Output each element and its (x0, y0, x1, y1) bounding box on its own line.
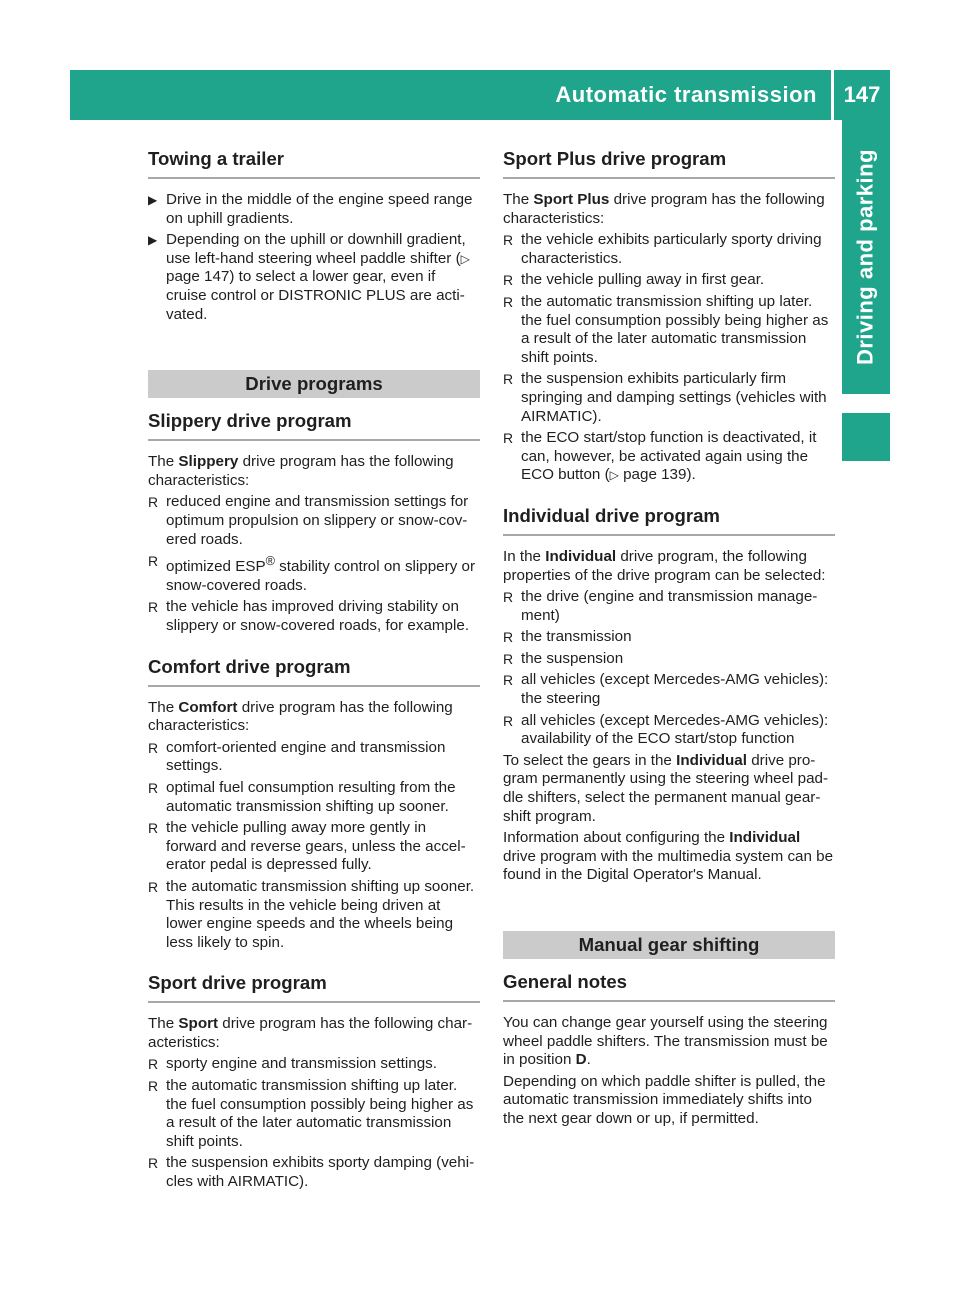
bullet-icon: R (503, 589, 514, 606)
right-column (503, 148, 835, 1129)
bullet-icon: R (148, 739, 159, 756)
section-title-sport: Sport drive program (148, 972, 480, 1003)
arrow-icon: ▶ (148, 193, 158, 207)
list-item: R the suspension exhibits particularly firm springing and damping settings (vehicles with AIRMATIC). (503, 370, 827, 425)
individual-list (503, 588, 835, 749)
list-item: R the automatic transmission shifting up later. the fuel consumption possibly being higher as a result of the later automatic transmission shift points. (148, 1077, 474, 1150)
page-ref-icon: ▷ (460, 251, 470, 266)
list-item: R the transmission (503, 628, 632, 646)
individual-paragraph: Information about configuring the Individual drive program with the multimedia system can be found in the Digital Operator's Manual. (503, 829, 834, 884)
sport-intro: The Sport drive program has the following char- acteristics: (148, 1015, 473, 1051)
list-item: R reduced engine and transmission settings for optimum propulsion on slippery or snow-cov- ered roads. (148, 493, 469, 548)
list-item: R the vehicle pulling away more gently in forward and reverse gears, unless the accel- erator pedal is depressed fully. (148, 819, 466, 874)
bullet-icon: R (148, 779, 159, 796)
bullet-icon: R (503, 712, 514, 729)
bullet-icon: R (503, 371, 514, 388)
list-item: R the suspension (503, 649, 624, 667)
section-title-comfort: Comfort drive program (148, 656, 480, 687)
left-column (148, 148, 480, 1192)
list-item: R the automatic transmission shifting up sooner. This results in the vehicle being driven at lower engine speeds and the wheels being less likely to spin. (148, 877, 475, 951)
list-item: R all vehicles (except Mercedes-AMG vehicles): the steering (503, 671, 829, 708)
page-reference[interactable]: page 139). (623, 466, 696, 484)
list-item: R all vehicles (except Mercedes-AMG vehicles): availability of the ECO start/stop function (503, 711, 829, 748)
comfort-intro: The Comfort drive program has the following characteristics: (148, 698, 453, 735)
bullet-icon: R (148, 1155, 159, 1172)
bullet-icon: R (148, 1056, 159, 1073)
list-item: R the automatic transmission shifting up later. the fuel consumption possibly being higher as a result of the later automatic transmission shift points. (503, 292, 829, 366)
bullet-icon: R (148, 553, 159, 570)
arrow-icon: ▶ (148, 233, 158, 248)
list-item: R optimal fuel consumption resulting from the automatic transmission shifting up sooner. (148, 778, 456, 815)
bullet-icon: R (503, 650, 514, 667)
list-item: R the ECO start/stop function is deactivated, it can, however, be activated again using the ECO button (▷ page 139). (503, 429, 817, 484)
bullet-icon: R (503, 629, 514, 646)
chapter-marker (842, 413, 890, 461)
chapter-tab-label: Driving and parking (852, 148, 878, 366)
page-number: 147 (843, 81, 881, 107)
sport-plus-list (503, 231, 835, 485)
slippery-intro: The Slippery drive program has the following characteristics: (148, 453, 454, 489)
list-item: R the suspension exhibits sporty damping (vehi- cles with AIRMATIC). (148, 1154, 475, 1191)
bullet-icon: R (148, 494, 159, 511)
header-title: Automatic transmission (555, 81, 817, 107)
slippery-list (148, 493, 480, 635)
section-title-general-notes: General notes (503, 971, 835, 1002)
general-paragraph: You can change gear yourself using the steering wheel paddle shifters. The transmission must be in position D. (503, 1014, 828, 1069)
section-title-towing: Towing a trailer (148, 148, 480, 179)
list-item: R the vehicle has improved driving stability on slippery or snow-covered roads, for example. (148, 598, 470, 634)
list-item: R comfort-oriented engine and transmission settings. (148, 738, 446, 775)
list-item: R sporty engine and transmission settings. (148, 1055, 437, 1073)
bullet-icon: R (503, 272, 514, 289)
list-item: R optimized ESP® stability control on slippery or snow-covered roads. (148, 553, 476, 594)
bullet-icon: R (148, 1078, 159, 1095)
section-title-slippery: Slippery drive program (148, 410, 480, 441)
bullet-icon: R (503, 672, 514, 689)
bullet-icon: R (503, 430, 514, 447)
list-item: ▶ Depending on the uphill or downhill gradient, use left-hand steering wheel paddle shifter (▷ page 147) to select a lower gear, even if cruise control or DISTRONIC PLUS are acti- vated. (148, 231, 470, 323)
band-manual-gear-shifting: Manual gear shifting (503, 931, 835, 959)
bullet-icon: R (148, 820, 159, 837)
bullet-icon: R (148, 878, 159, 895)
towing-list (148, 191, 480, 324)
bullet-icon: R (503, 293, 514, 310)
page-reference[interactable]: page 147) to select a lower gear, even if cruise control or DISTRONIC PLUS are acti- vated. (166, 268, 465, 323)
list-item: R the drive (engine and transmission manage- ment) (503, 588, 818, 624)
sport-list (148, 1055, 480, 1191)
section-title-individual: Individual drive program (503, 505, 835, 536)
individual-intro: In the Individual drive program, the following properties of the drive program can be selected: (503, 547, 826, 584)
chapter-tab (842, 120, 890, 394)
section-title-sport-plus: Sport Plus drive program (503, 148, 835, 179)
band-drive-programs: Drive programs (148, 370, 480, 398)
bullet-icon: R (503, 232, 514, 249)
list-item: R the vehicle pulling away in first gear. (503, 271, 765, 289)
page-ref-icon: ▷ (609, 468, 619, 483)
individual-paragraph: To select the gears in the Individual drive pro- gram permanently using the steering wheel pad- dle shifters, select the permanent manual gear- shift program. (503, 751, 829, 825)
list-item: R the vehicle exhibits particularly sporty driving characteristics. (503, 231, 822, 267)
page-header (70, 70, 890, 120)
comfort-list (148, 739, 480, 953)
sport-plus-intro: The Sport Plus drive program has the following characteristics: (503, 191, 825, 227)
list-item: ▶ Drive in the middle of the engine speed range on uphill gradients. (148, 191, 473, 227)
general-paragraph: Depending on which paddle shifter is pulled, the automatic transmission immediately shifts into the next gear down or up, if permitted. (503, 1072, 826, 1127)
bullet-icon: R (148, 599, 159, 616)
